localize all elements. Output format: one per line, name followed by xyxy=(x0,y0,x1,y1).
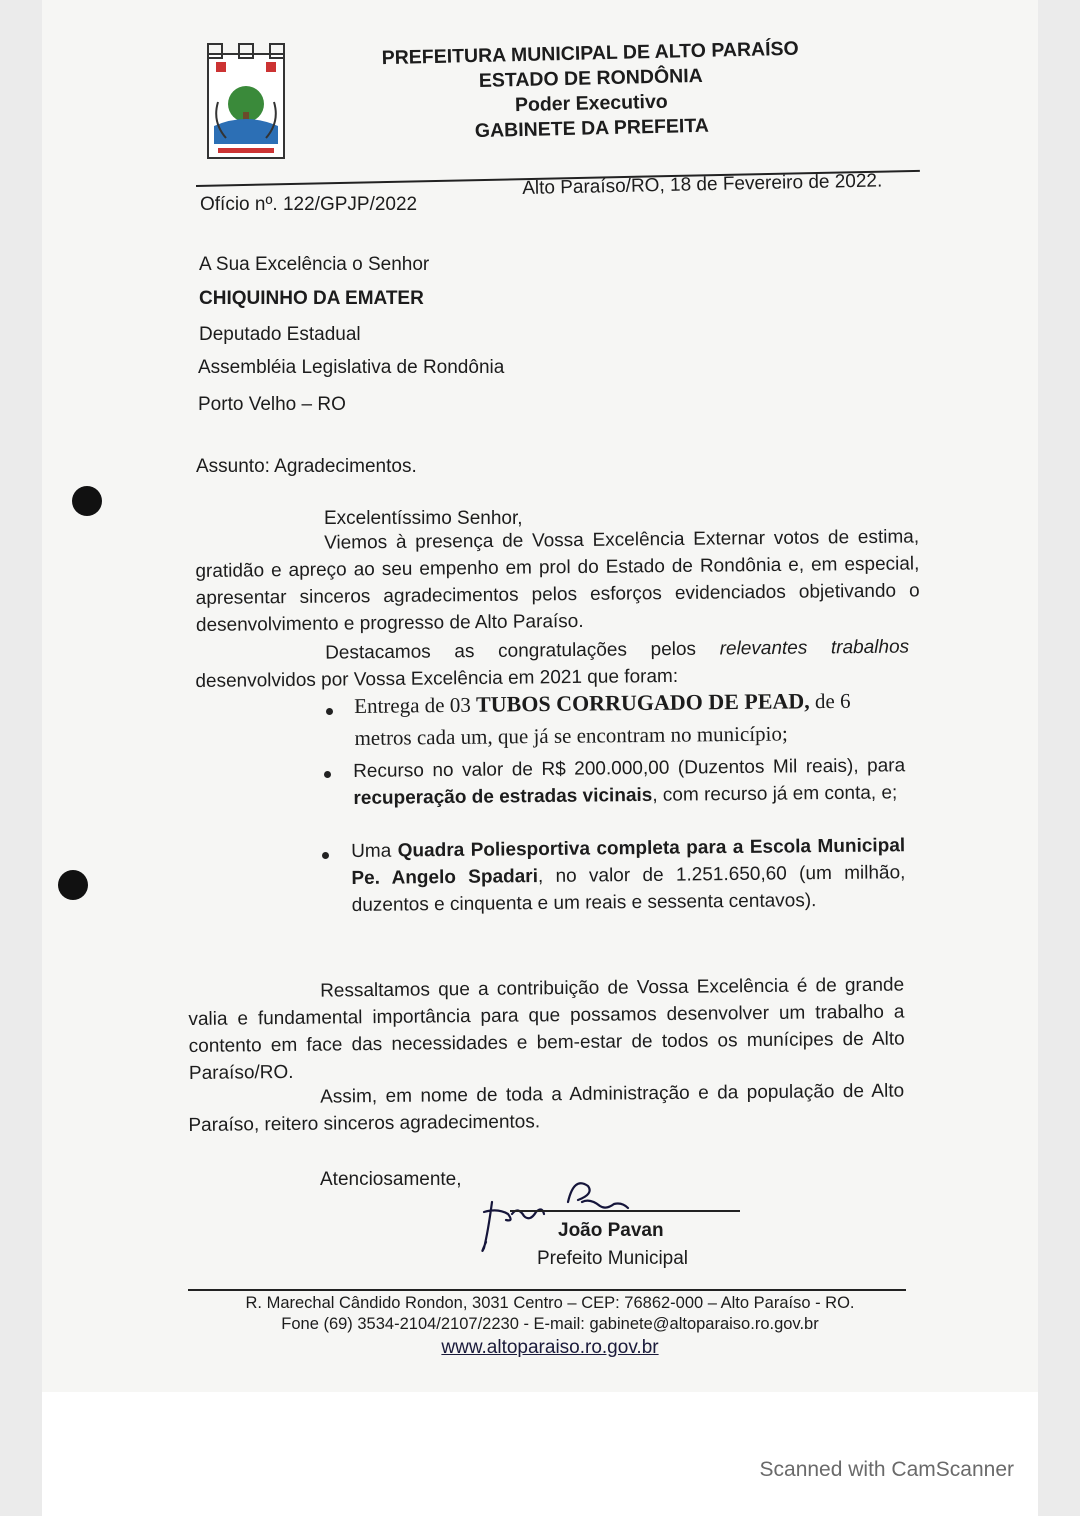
signer-name: João Pavan xyxy=(558,1220,664,1241)
footer-website-link[interactable] xyxy=(196,1337,904,1359)
greeting: Excelentíssimo Senhor, xyxy=(324,508,523,529)
signer-title: Prefeito Municipal xyxy=(537,1248,689,1269)
letterhead-line-2: ESTADO DE RONDÔNIA xyxy=(478,64,703,92)
document-number: Ofício nº. 122/GPJP/2022 xyxy=(200,194,418,215)
list-item-bold: recuperação de estradas vicinais xyxy=(353,784,653,809)
addressee-name: CHIQUINHO DA EMATER xyxy=(199,288,424,309)
list-item-text: Recurso no valor de R$ 200.000,00 (Duzentos Mil reais), para xyxy=(353,755,906,782)
signature-line xyxy=(510,1210,740,1212)
addressee-city: Porto Velho – RO xyxy=(198,394,346,415)
list-item-text: Entrega de 03 xyxy=(354,692,471,718)
subject-line: Assunto: Agradecimentos. xyxy=(196,456,417,477)
camscanner-watermark: Scanned with CamScanner xyxy=(759,1458,1014,1481)
letterhead-line-1: PREFEITURA MUNICIPAL DE ALTO PARAÍSO xyxy=(381,37,799,70)
addressee-institution: Assembléia Legislativa de Rondônia xyxy=(198,357,505,378)
paragraph-2-start: Destacamos as congratulações pelos xyxy=(325,638,697,664)
list-item-text: Uma xyxy=(351,840,392,862)
footer-address: R. Marechal Cândido Rondon, 3031 Centro – CEP: 76862-000 – Alto Paraíso - RO. xyxy=(245,1294,855,1312)
paragraph-2-end: desenvolvidos por Vossa Excelência em 2021 que foram: xyxy=(195,665,679,692)
punch-hole xyxy=(58,870,88,900)
addressee-salutation: A Sua Excelência o Senhor xyxy=(199,254,430,275)
letterhead-line-4: GABINETE DA PREFEITA xyxy=(474,114,710,143)
body-paragraph-4: Assim, em nome de toda a Administração e da população de Alto Paraíso, reitero sinceros agradecimentos. xyxy=(188,1080,905,1136)
list-item-bold: Quadra Poliesportiva completa para a Escola Municipal Pe. Angelo Spadari xyxy=(351,835,906,889)
list-item-bold: TUBOS CORRUGADO DE PEAD, xyxy=(475,688,810,717)
list-item-text: de 6 metros cada um, que já se encontram no município; xyxy=(354,688,851,750)
bullet-icon xyxy=(322,852,329,859)
paragraph-2-italic: relevantes trabalhos xyxy=(719,636,910,660)
bullet-icon xyxy=(326,708,333,715)
addressee-role: Deputado Estadual xyxy=(199,324,361,345)
footer-divider xyxy=(188,1289,906,1291)
bullet-icon xyxy=(324,771,331,778)
website-link-text[interactable]: www.altoparaiso.ro.gov.br xyxy=(441,1337,659,1358)
punch-hole xyxy=(72,486,102,516)
letterhead-line-3: Poder Executivo xyxy=(514,90,668,117)
footer-contact: Fone (69) 3534-2104/2107/2230 - E-mail: gabinete@altoparaiso.ro.gov.br xyxy=(281,1315,819,1333)
place-date: Alto Paraíso/RO, 18 de Fevereiro de 2022. xyxy=(522,170,883,199)
letterhead xyxy=(300,35,882,148)
handwritten-signature-icon xyxy=(478,1172,648,1256)
body-paragraph-3: Ressaltamos que a contribuição de Vossa Excelência é de grande valia e fundamental importância para que possamos desenvolver um trabalho a contento em face das necessidades e bem-estar de todos os munícipes de Alto Paraíso/RO. xyxy=(188,974,905,1084)
list-item xyxy=(351,832,906,919)
list-item xyxy=(354,684,909,754)
closing: Atenciosamente, xyxy=(320,1169,462,1190)
list-item-text: , com recurso já em conta, e; xyxy=(652,782,898,806)
list-item xyxy=(353,752,906,812)
municipal-coat-of-arms-icon xyxy=(204,42,288,160)
body-paragraph-1: Viemos à presença de Vossa Excelência Externar votos de estima, gratidão e apreço ao seu empenho em prol do Estado de Rondônia e, em especial, apresentar sinceros agradecimentos pelos esforços evidenciados objetivando o desenvolvimento e progresso de Alto Paraíso. xyxy=(195,526,920,636)
list-item-text: , no valor de 1.251.650,60 (um milhão, duzentos e cinquenta e um reais e sessenta centavos). xyxy=(351,862,906,916)
